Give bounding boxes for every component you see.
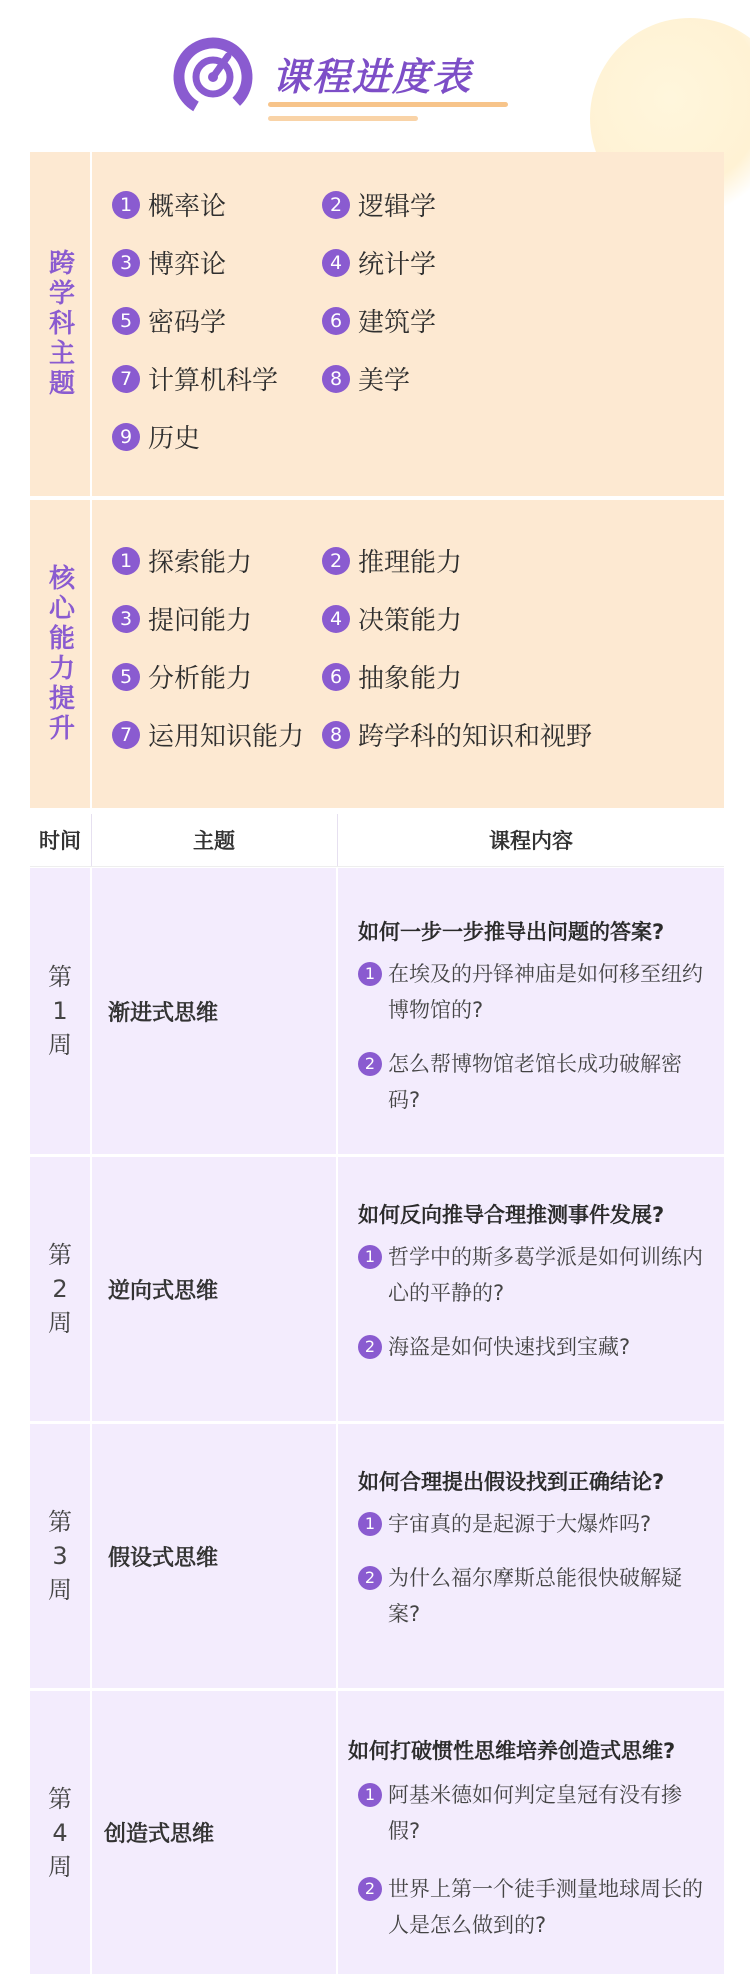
page-header — [172, 36, 572, 126]
page-title: 课程进度表 — [272, 55, 473, 99]
topics-panel — [30, 152, 724, 808]
header-theme: 主题 — [193, 829, 235, 853]
question-text: 如何打破惯性思维培养创造式思维? — [348, 1739, 676, 1763]
table-row — [30, 868, 724, 1154]
topics-section-label: 跨学科主题 — [30, 152, 92, 496]
week-label: 第 2 周 — [48, 1241, 72, 1337]
content-cell — [338, 1424, 724, 1688]
ability-item: 6 抽象能力 — [322, 658, 462, 695]
topic-item: 1 概率论 — [112, 186, 226, 223]
table-row — [30, 1424, 724, 1688]
answer-item: 1 宇宙真的是起源于大爆炸吗? — [358, 1506, 708, 1542]
theme-text: 创造式思维 — [104, 1822, 215, 1847]
theme-cell — [92, 1424, 338, 1688]
topic-item: 3 博弈论 — [112, 244, 226, 281]
topic-item: 4 统计学 — [322, 244, 436, 281]
topics-section — [30, 152, 724, 496]
ability-item: 7 运用知识能力 — [112, 716, 304, 753]
table-row — [30, 1157, 724, 1421]
theme-cell — [92, 1691, 338, 1974]
question-text: 如何合理提出假设找到正确结论? — [358, 1470, 665, 1494]
week-label: 第 3 周 — [48, 1508, 72, 1604]
week-cell — [30, 1424, 92, 1688]
title-underline-short — [268, 116, 418, 121]
week-cell — [30, 1691, 92, 1974]
question-text: 如何一步一步推导出问题的答案? — [358, 920, 665, 944]
answer-item: 1 阿基米德如何判定皇冠有没有掺假? — [358, 1777, 708, 1849]
week-label: 第 1 周 — [48, 963, 72, 1059]
week-cell — [30, 1157, 92, 1421]
ability-item: 3 提问能力 — [112, 600, 252, 637]
abilities-section — [30, 500, 724, 808]
question-text: 如何反向推导合理推测事件发展? — [358, 1203, 665, 1227]
answer-item: 1 哲学中的斯多葛学派是如何训练内心的平静的? — [358, 1239, 708, 1311]
topic-item: 7 计算机科学 — [112, 360, 278, 397]
topic-item: 2 逻辑学 — [322, 186, 436, 223]
content-cell — [338, 868, 724, 1154]
theme-text: 逆向式思维 — [108, 1278, 219, 1304]
week-label: 第 4 周 — [48, 1784, 72, 1881]
header-content: 课程内容 — [489, 829, 573, 853]
title-underline — [268, 102, 508, 107]
theme-cell — [92, 1157, 338, 1421]
topic-item: 9 历史 — [112, 418, 200, 455]
table-header — [30, 814, 724, 867]
content-cell — [338, 1157, 724, 1421]
ability-item: 5 分析能力 — [112, 658, 252, 695]
content-cell — [338, 1691, 724, 1974]
week-cell — [30, 868, 92, 1154]
answer-item: 2 为什么福尔摩斯总能很快破解疑案? — [358, 1560, 708, 1632]
ability-item: 2 推理能力 — [322, 542, 462, 579]
topic-item: 8 美学 — [322, 360, 410, 397]
answer-item: 2 海盗是如何快速找到宝藏? — [358, 1329, 708, 1365]
ability-item: 8 跨学科的知识和视野 — [322, 716, 592, 753]
header-time: 时间 — [39, 829, 81, 853]
table-row — [30, 1691, 724, 1974]
topic-item: 5 密码学 — [112, 302, 226, 339]
ability-item: 1 探索能力 — [112, 542, 252, 579]
answer-item: 2 世界上第一个徒手测量地球周长的人是怎么做到的? — [358, 1871, 708, 1943]
ability-item: 4 决策能力 — [322, 600, 462, 637]
theme-text: 假设式思维 — [108, 1545, 219, 1571]
abilities-section-label: 核心能力提升 — [30, 500, 92, 808]
theme-cell — [92, 868, 338, 1154]
answer-item: 1 在埃及的丹铎神庙是如何移至纽约博物馆的? — [358, 956, 708, 1028]
topic-item: 6 建筑学 — [322, 302, 436, 339]
answer-item: 2 怎么帮博物馆老馆长成功破解密码? — [358, 1046, 708, 1118]
theme-text: 渐进式思维 — [108, 1000, 219, 1026]
speedometer-icon — [172, 36, 254, 118]
